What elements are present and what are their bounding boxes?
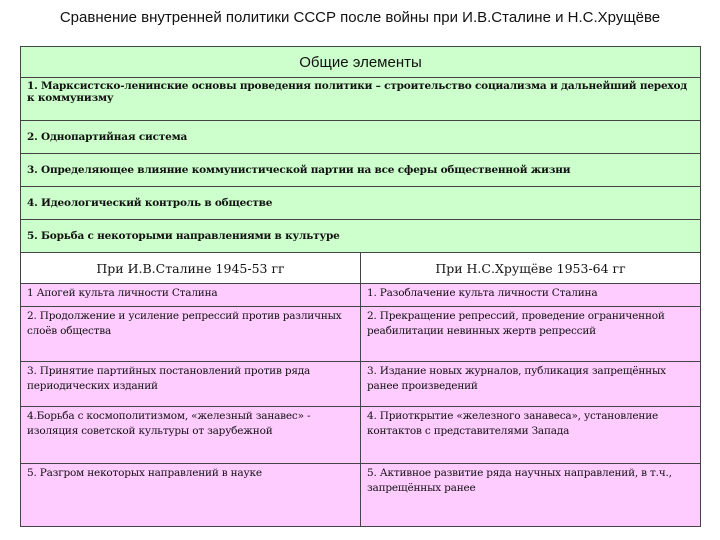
stalin-column-header: При И.В.Сталине 1945-53 гг [21,253,361,284]
khrushchev-cell-2: 2. Прекращение репрессий, проведение ограниченной реабилитации невинных жертв репрессий [361,307,701,362]
common-item-3: 3. Определяющее влияние коммунистической партии на все сферы общественной жизни [21,154,701,187]
common-row [21,78,701,121]
khrushchev-column-header: При Н.С.Хрущёве 1953-64 гг [361,253,701,284]
common-row [21,220,701,253]
stalin-cell-5: 5. Разгром некоторых направлений в науке [21,464,361,527]
khrushchev-cell-4: 4. Приоткрытие «железного занавеса», установление контактов с представителями Запада [361,407,701,464]
common-row [21,187,701,220]
common-item-5: 5. Борьба с некоторыми направлениями в культуре [21,220,701,253]
common-row [21,121,701,154]
common-item-4: 4. Идеологический контроль в обществе [21,187,701,220]
table-row [21,362,701,407]
page-title: Сравнение внутренней политики СССР после войны при И.В.Сталине и Н.С.Хрущёве [59,9,661,26]
common-elements-header: Общие элементы [21,47,701,78]
split-header-row [21,253,701,284]
khrushchev-cell-5: 5. Активное развитие ряда научных направлений, в т.ч., запрещённых ранее [361,464,701,527]
common-row [21,154,701,187]
stalin-cell-3: 3. Принятие партийных постановлений против ряда периодических изданий [21,362,361,407]
table-row [21,284,701,307]
table-row [21,307,701,362]
common-item-1: 1. Марксистско-ленинские основы проведения политики – строительство социализма и дальнейший переход к коммунизму [21,78,701,121]
stalin-cell-2: 2. Продолжение и усиление репрессий против различных слоёв общества [21,307,361,362]
khrushchev-cell-1: 1. Разоблачение культа личности Сталина [361,284,701,307]
stalin-cell-4: 4.Борьба с космополитизмом, «железный занавес» - изоляция советской культуры от зарубежной [21,407,361,464]
table-row [21,464,701,527]
common-header-row [21,47,701,78]
stalin-cell-1: 1 Апогей культа личности Сталина [21,284,361,307]
table-row [21,407,701,464]
common-item-2: 2. Однопартийная система [21,121,701,154]
khrushchev-cell-3: 3. Издание новых журналов, публикация запрещённых ранее произведений [361,362,701,407]
comparison-table [20,46,701,527]
